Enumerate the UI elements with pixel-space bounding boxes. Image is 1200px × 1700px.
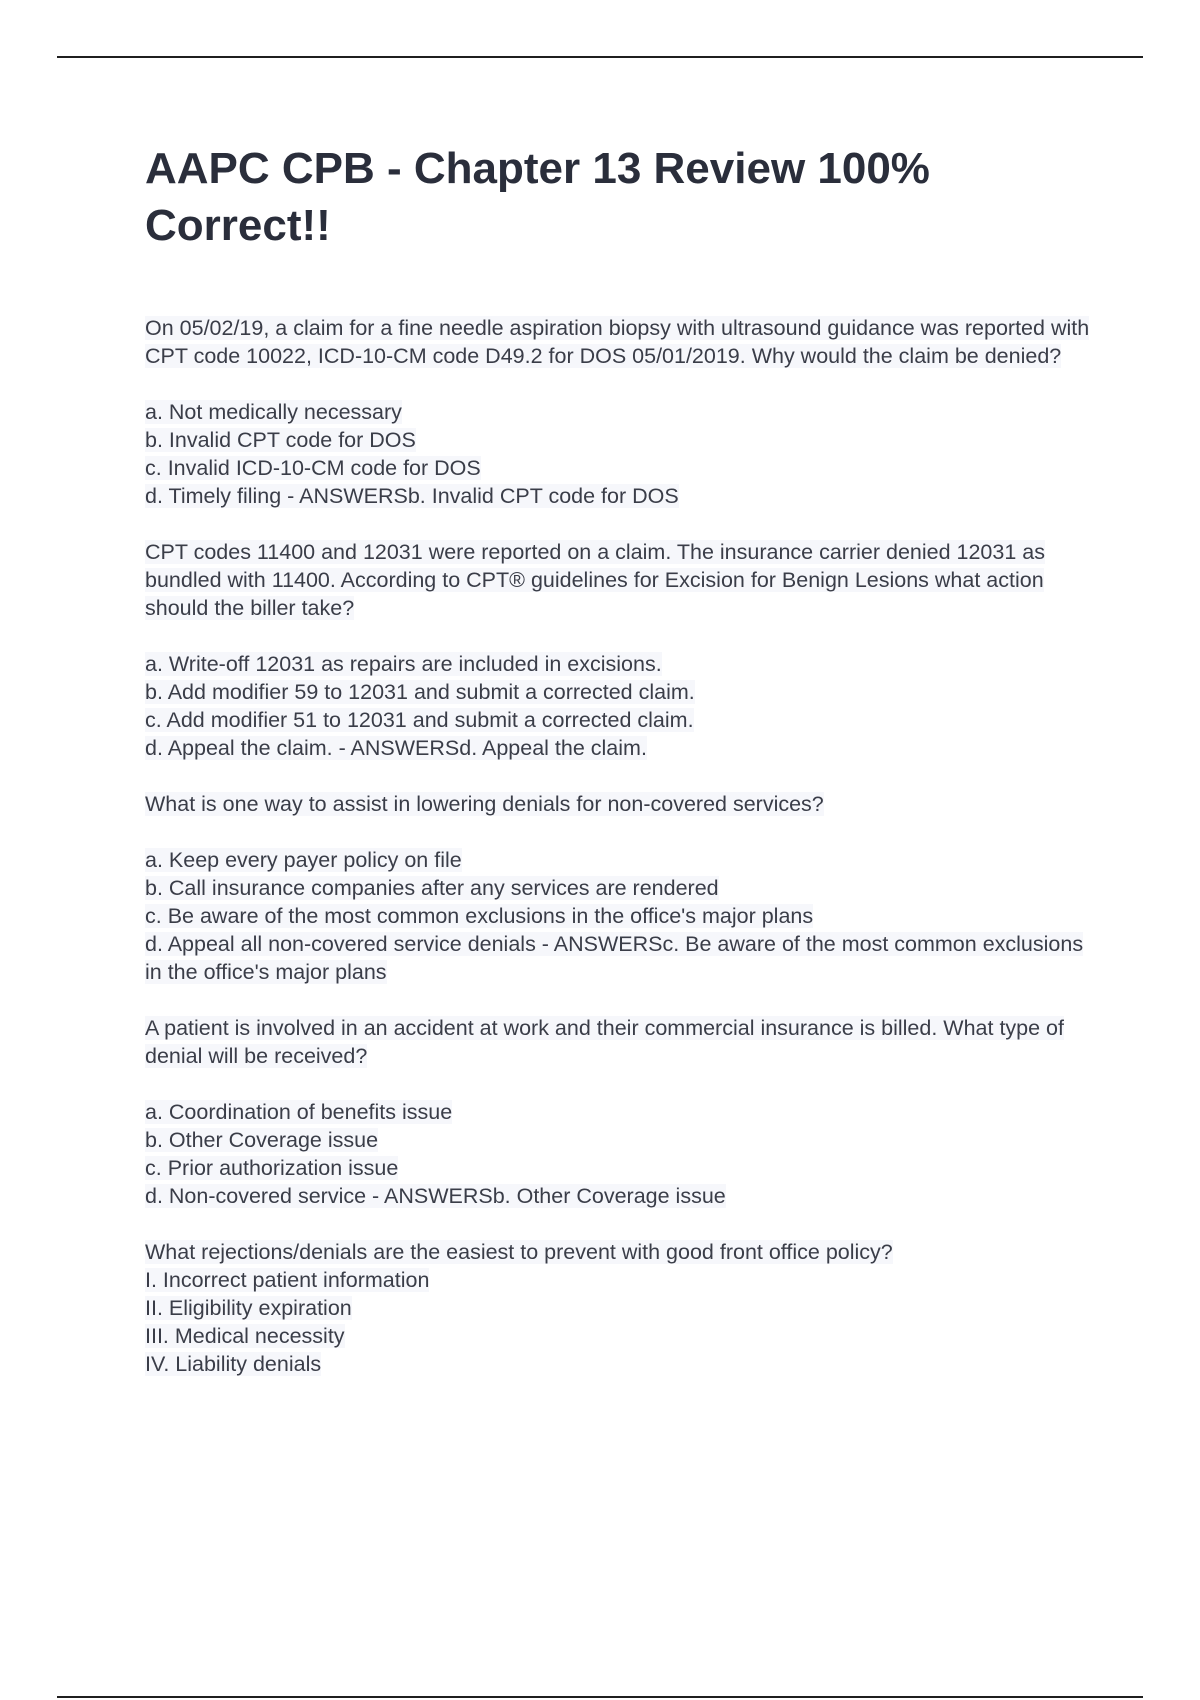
question-5 bbox=[145, 1238, 1095, 1378]
option-line bbox=[145, 1098, 1095, 1126]
option-text: IV. Liability denials bbox=[145, 1352, 322, 1376]
option-text: a. Write-off 12031 as repairs are included in excisions. bbox=[145, 652, 662, 676]
option-text: b. Invalid CPT code for DOS bbox=[145, 428, 416, 452]
option-line bbox=[145, 706, 1095, 734]
question-3 bbox=[145, 790, 1095, 818]
option-text: d. Non-covered service - ANSWERSb. Other Coverage issue bbox=[145, 1184, 726, 1208]
option-line bbox=[145, 902, 1095, 930]
option-line bbox=[145, 1126, 1095, 1154]
question-text: What is one way to assist in lowering denials for non-covered services? bbox=[145, 792, 824, 816]
option-text: II. Eligibility expiration bbox=[145, 1296, 352, 1320]
option-text: c. Invalid ICD-10-CM code for DOS bbox=[145, 456, 481, 480]
option-line bbox=[145, 1266, 1095, 1294]
option-text: d. Timely filing - ANSWERSb. Invalid CPT code for DOS bbox=[145, 484, 679, 508]
question-text bbox=[145, 1238, 1095, 1266]
bottom-rule bbox=[57, 1696, 1143, 1698]
option-line bbox=[145, 1294, 1095, 1322]
option-text: d. Appeal all non-covered service denials - ANSWERSc. Be aware of the most common exclusions in the office's major plans bbox=[145, 932, 1084, 984]
option-line bbox=[145, 650, 1095, 678]
option-line-answer bbox=[145, 482, 1095, 510]
option-text: a. Coordination of benefits issue bbox=[145, 1100, 453, 1124]
option-line-answer bbox=[145, 930, 1095, 986]
question-text: CPT codes 11400 and 12031 were reported on a claim. The insurance carrier denied 12031 as bundled with 11400. According to CPT® guidelines for Excision for Benign Lesions what action should the biller take? bbox=[145, 540, 1045, 620]
option-line bbox=[145, 454, 1095, 482]
document-body bbox=[145, 140, 1095, 1406]
question-4 bbox=[145, 1014, 1095, 1070]
option-line-answer bbox=[145, 734, 1095, 762]
option-line-answer bbox=[145, 1182, 1095, 1210]
question-text: A patient is involved in an accident at work and their commercial insurance is billed. What type of denial will be received? bbox=[145, 1016, 1064, 1068]
option-text: d. Appeal the claim. - ANSWERSd. Appeal the claim. bbox=[145, 736, 647, 760]
option-text: a. Keep every payer policy on file bbox=[145, 848, 462, 872]
question-2 bbox=[145, 538, 1095, 622]
options-2 bbox=[145, 650, 1095, 762]
option-text: III. Medical necessity bbox=[145, 1324, 345, 1348]
option-line bbox=[145, 1322, 1095, 1350]
question-text: On 05/02/19, a claim for a fine needle aspiration biopsy with ultrasound guidance was reported with CPT code 10022, ICD-10-CM code D49.2 for DOS 05/01/2019. Why would the claim be denied? bbox=[145, 316, 1090, 368]
options-4 bbox=[145, 1098, 1095, 1210]
question-text-span: What rejections/denials are the easiest to prevent with good front office policy? bbox=[145, 1240, 893, 1264]
option-text: b. Other Coverage issue bbox=[145, 1128, 379, 1152]
option-line bbox=[145, 1350, 1095, 1378]
document-title: AAPC CPB - Chapter 13 Review 100% Correct!! bbox=[145, 144, 930, 250]
option-line bbox=[145, 426, 1095, 454]
option-text: I. Incorrect patient information bbox=[145, 1268, 430, 1292]
question-1 bbox=[145, 314, 1095, 370]
option-text: c. Be aware of the most common exclusions in the office's major plans bbox=[145, 904, 814, 928]
option-text: b. Call insurance companies after any services are rendered bbox=[145, 876, 719, 900]
option-text: c. Add modifier 51 to 12031 and submit a corrected claim. bbox=[145, 708, 694, 732]
option-line bbox=[145, 874, 1095, 902]
top-rule bbox=[57, 56, 1143, 58]
option-text: c. Prior authorization issue bbox=[145, 1156, 399, 1180]
option-text: b. Add modifier 59 to 12031 and submit a corrected claim. bbox=[145, 680, 695, 704]
option-line bbox=[145, 678, 1095, 706]
option-line bbox=[145, 398, 1095, 426]
option-line bbox=[145, 1154, 1095, 1182]
option-text: a. Not medically necessary bbox=[145, 400, 402, 424]
options-1 bbox=[145, 398, 1095, 510]
options-3 bbox=[145, 846, 1095, 986]
option-line bbox=[145, 846, 1095, 874]
